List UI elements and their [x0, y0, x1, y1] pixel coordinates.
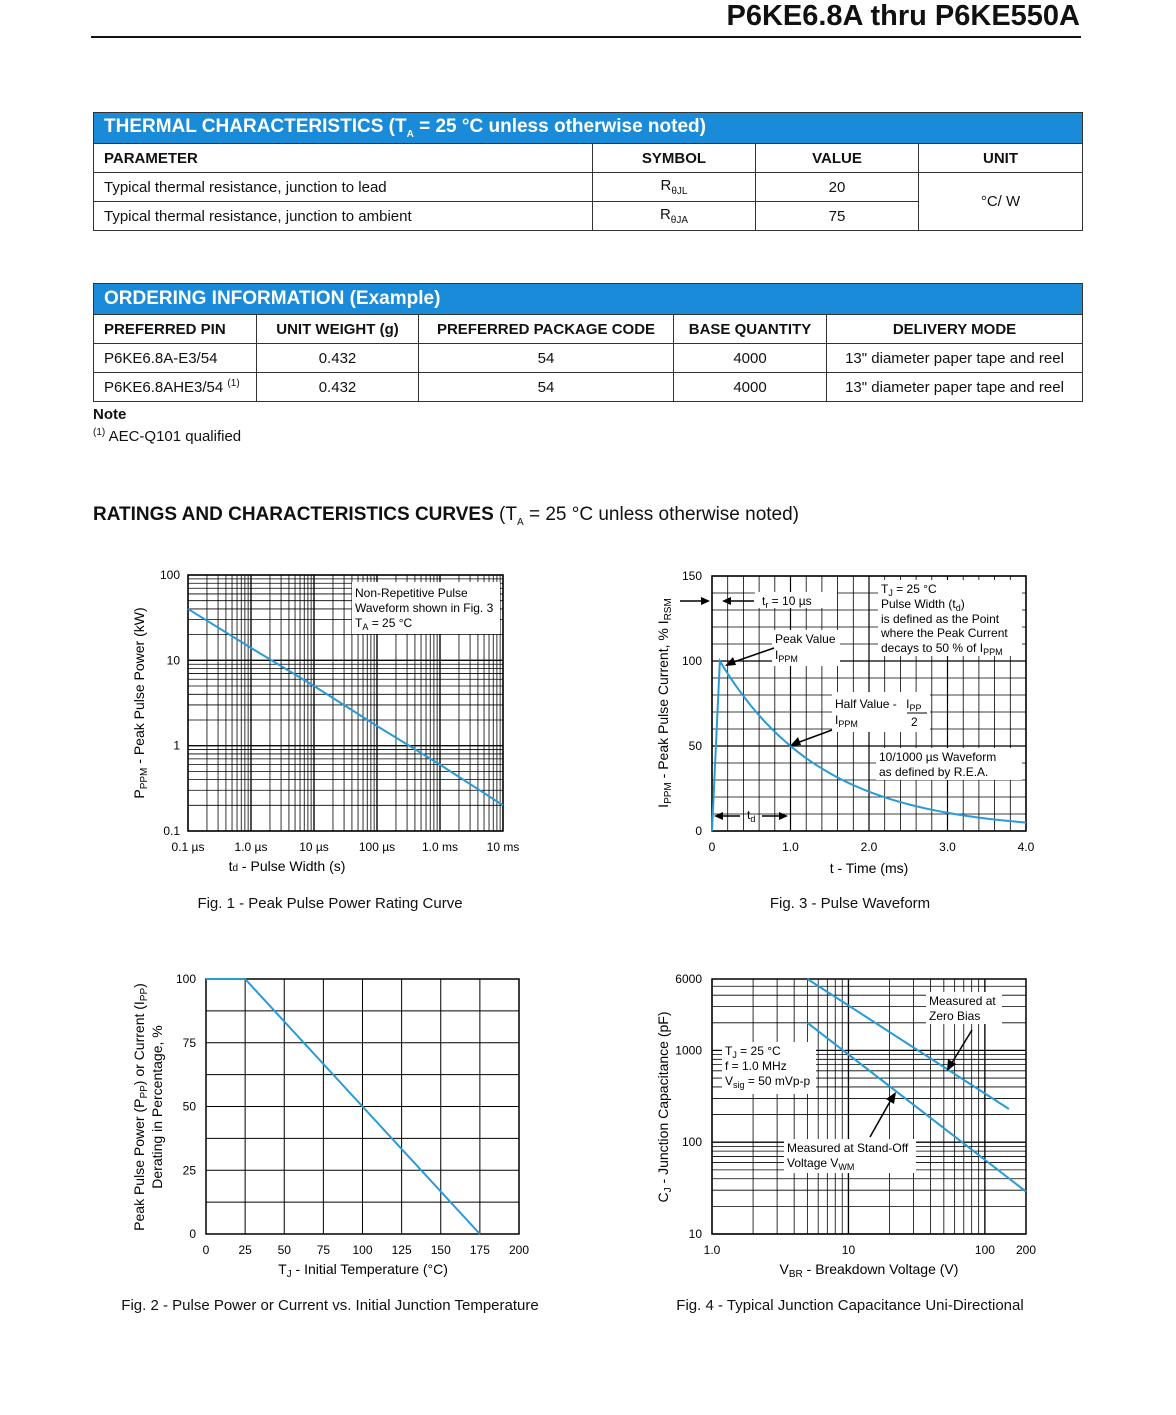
symbol-text: R [659, 206, 671, 223]
pin-text: P6KE6.8AHE3/54 [104, 379, 228, 396]
symbol-cell [593, 173, 756, 202]
table-row [94, 344, 1083, 373]
note-text: AEC-Q101 qualified [105, 428, 242, 445]
pin-sup: (1) [227, 378, 240, 389]
fig3-wave-line2: as defined by R.E.A. [879, 765, 989, 779]
col-value: VALUE [756, 144, 919, 173]
fig3-ytick: 150 [681, 569, 702, 583]
fig3-cond-line5: decays to 50 % of $I_{PPM}$ [881, 641, 1003, 657]
fig1-chart [120, 560, 540, 880]
fig2-ytick: 100 [175, 972, 196, 986]
fig2-caption: Fig. 2 - Pulse Power or Current vs. Initial Junction Temperature [121, 1297, 539, 1314]
fig4-caption: Fig. 4 - Typical Junction Capacitance Uni-Directional [676, 1297, 1024, 1314]
document-title: P6KE6.8A thru P6KE550A [726, 0, 1080, 32]
fig3-ytick: 50 [688, 739, 702, 753]
mode-cell: 13" diameter paper tape and reel [827, 373, 1083, 402]
fig3-cond-line2: Pulse Width $(t_d)$ [881, 597, 965, 613]
fig1-ytick: 10 [166, 653, 180, 668]
fig2-ytick: 0 [189, 1227, 196, 1241]
col-preferred-pin: PREFERRED PIN [94, 315, 257, 344]
fig3-xtick: 2.0 [860, 840, 878, 854]
fig4-xlabel: $V_{BR}$ - Breakdown Voltage (V) [779, 1261, 959, 1280]
fig2-ytick: 25 [182, 1163, 196, 1178]
ordering-subtitle: (Example) [344, 288, 441, 309]
fig3-td-label: $t_d$ [747, 808, 756, 824]
symbol-text: R [660, 177, 672, 194]
fig3-chart [640, 560, 1060, 880]
curves-cond: (T [493, 504, 517, 525]
fig4-ylabel: $C_J$ - Junction Capacitance (pF) [655, 1011, 674, 1203]
col-unit-weight: UNIT WEIGHT (g) [257, 315, 419, 344]
curves-title-text: RATINGS AND CHARACTERISTICS CURVES [93, 504, 494, 525]
fig4-standoff-arrow [870, 1098, 892, 1137]
fig4-standoff-line2: Voltage $V_{WM}$ [787, 1156, 855, 1172]
note [93, 406, 241, 445]
weight-cell: 0.432 [257, 373, 419, 402]
fig2-chart [120, 962, 560, 1282]
ordering-title-band [94, 284, 1083, 315]
curves-title [93, 504, 799, 528]
thermal-table [93, 112, 1083, 231]
pin-text: P6KE6.8A-E3/54 [104, 350, 218, 367]
fig4-cond-line2: f = 1.0 MHz [725, 1059, 787, 1073]
fig4-cond-line3: $V_{sig} = 50$ mVp-p [725, 1074, 811, 1090]
fig1-xtick: 1.0 µs [234, 840, 268, 854]
col-delivery-mode: DELIVERY MODE [827, 315, 1083, 344]
curves-cond-sub: A [517, 516, 524, 528]
fig3-caption: Fig. 3 - Pulse Waveform [769, 895, 931, 912]
fig4-zero-line2: Zero Bias [929, 1009, 981, 1023]
fig3-xtick: 1.0 [782, 840, 799, 854]
value-cell: 20 [756, 173, 919, 202]
fig4-xtick: 10 [841, 1243, 856, 1257]
fig3-ytick: 0 [695, 824, 702, 838]
fig4-standoff-line1: Measured at Stand-Off [787, 1141, 909, 1155]
fig1-xtick: 1.0 ms [421, 840, 459, 854]
code-cell: 54 [419, 373, 674, 402]
note-body [93, 427, 241, 445]
unit-cell: °C/ W [919, 173, 1083, 231]
symbol-cell [593, 202, 756, 231]
fig3-cond-line3: is defined as the Point [881, 612, 1000, 626]
fig2-xlabel: $T_J$ - Initial Temperature (°C) [278, 1261, 448, 1280]
fig3-cond-line4: where the Peak Current [881, 626, 1008, 640]
symbol-sub: θJL [671, 186, 688, 197]
fig4-ytick: 1000 [675, 1043, 702, 1058]
fig3-xtick: 3.0 [939, 840, 956, 854]
fig3-tr-label: $t_r = 10$ µs [762, 594, 812, 610]
fig2-ylabel-line1: Peak Pulse Power $(P_{PP})$ or Current $(I_{PP})$ [131, 983, 150, 1231]
fig4-cond-line1: $T_J = 25$ °C [725, 1044, 781, 1060]
fig3-xlabel: t - Time (ms) [829, 860, 909, 876]
fig3-peak-line1: Peak Value [775, 632, 836, 646]
fig4-standoff-arrowhead [886, 1092, 896, 1104]
col-base-quantity: BASE QUANTITY [674, 315, 827, 344]
fig2-ylabel-line2: Derating in Percentage, % [149, 1025, 165, 1189]
table-row [94, 173, 1083, 202]
fig1-series-line [188, 609, 503, 805]
fig3-ylabel: $I_{PPM}$ - Peak Pulse Current, % $I_{RSM}$ [655, 598, 674, 808]
title-rule [91, 36, 1081, 38]
note-title: Note [93, 406, 127, 423]
fig3-half-line2: $I_{PPM}$ [835, 713, 858, 729]
fig2-xtick: 200 [508, 1243, 530, 1257]
fig1-ytick: 0.1 [163, 824, 180, 838]
symbol-sub: θJA [670, 215, 689, 226]
fig1-ytick: 1 [173, 738, 180, 753]
fig3-wave-line1: 10/1000 µs Waveform [879, 750, 997, 764]
fig4-xtick: 200 [1015, 1243, 1037, 1257]
fig3-ytick: 100 [681, 654, 702, 668]
col-symbol: SYMBOL [593, 144, 756, 173]
thermal-title-band [94, 113, 1083, 144]
ordering-table [93, 283, 1083, 402]
fig1-xtick: 100 µs [358, 840, 396, 854]
fig2-xtick: 25 [238, 1243, 252, 1257]
thermal-title: THERMAL CHARACTERISTICS [104, 116, 384, 138]
col-unit: UNIT [919, 144, 1083, 173]
fig1-ann-line2: Waveform shown in Fig. 3 [355, 601, 494, 615]
code-cell: 54 [419, 344, 674, 373]
fig2-xtick: 125 [391, 1243, 412, 1257]
thermal-cond-post: = 25 °C unless otherwise noted) [413, 116, 706, 138]
ordering-title: ORDERING INFORMATION [104, 288, 345, 309]
fig1-ylabel: $P_{PPM}$ - Peak Pulse Power (kW) [131, 607, 150, 799]
thermal-cond-sub: A [406, 128, 414, 140]
table-row [94, 373, 1083, 402]
col-package-code: PREFERRED PACKAGE CODE [419, 315, 674, 344]
qty-cell: 4000 [674, 373, 827, 402]
fig2-ytick: 75 [182, 1035, 196, 1050]
fig1-xlabel: td - Pulse Width (s) [228, 858, 346, 874]
mode-cell: 13" diameter paper tape and reel [827, 344, 1083, 373]
fig2-xtick: 0 [202, 1243, 210, 1257]
fig3-half-line1: Half Value - $I_{PP}$ [835, 697, 922, 713]
fig4-ytick: 6000 [675, 972, 702, 986]
fig3-xtick: 4.0 [1017, 840, 1035, 854]
param-cell: Typical thermal resistance, junction to ambient [94, 202, 593, 231]
fig4-ytick: 10 [688, 1227, 702, 1241]
fig3-cond-line1: $T_J = 25$ °C [881, 582, 937, 598]
fig3-half-denominator: 2 [911, 715, 918, 729]
fig3-tr-arrowhead-left [701, 597, 710, 605]
fig1-ytick: 100 [159, 568, 180, 582]
fig1-xtick: 10 µs [299, 840, 329, 854]
fig4-chart [640, 962, 1060, 1282]
fig4-ytick: 100 [681, 1135, 702, 1150]
col-parameter: PARAMETER [94, 144, 593, 173]
thermal-cond: (T [383, 116, 407, 138]
fig2-xtick: 100 [352, 1243, 373, 1257]
value-cell: 75 [756, 202, 919, 231]
fig1-xtick: 0.1 µs [171, 840, 205, 854]
fig4-zero-arrow [950, 1030, 972, 1066]
fig3-xtick: 0 [708, 840, 716, 854]
fig2-xtick: 175 [469, 1243, 490, 1257]
pin-cell [94, 344, 257, 373]
qty-cell: 4000 [674, 344, 827, 373]
fig3-half-arrowhead [790, 737, 801, 746]
pin-cell [94, 373, 257, 402]
fig3-tr-arrowhead-right [722, 597, 731, 605]
fig1-ann-line3: $T_A = 25$ °C [355, 616, 413, 632]
fig2-xtick: 150 [430, 1243, 451, 1257]
fig3-peak-line2: $I_{PPM}$ [775, 648, 798, 664]
param-cell: Typical thermal resistance, junction to lead [94, 173, 593, 202]
fig4-xtick: 1.0 [703, 1243, 721, 1257]
fig1-xtick: 10 ms [486, 840, 520, 854]
note-mark: (1) [93, 427, 106, 438]
fig1-caption: Fig. 1 - Peak Pulse Power Rating Curve [197, 895, 463, 912]
fig2-xtick: 50 [277, 1243, 291, 1257]
fig4-zero-line1: Measured at [929, 994, 996, 1008]
fig3-td-arrowhead-right [779, 812, 788, 820]
fig1-ann-line1: Non-Repetitive Pulse [355, 586, 468, 600]
fig2-ytick: 50 [182, 1099, 196, 1114]
fig2-xtick: 75 [316, 1243, 331, 1257]
curves-cond-post: = 25 °C unless otherwise noted) [523, 504, 800, 525]
fig3-td-arrowhead-left [714, 812, 723, 820]
weight-cell: 0.432 [257, 344, 419, 373]
fig4-xtick: 100 [974, 1243, 995, 1257]
